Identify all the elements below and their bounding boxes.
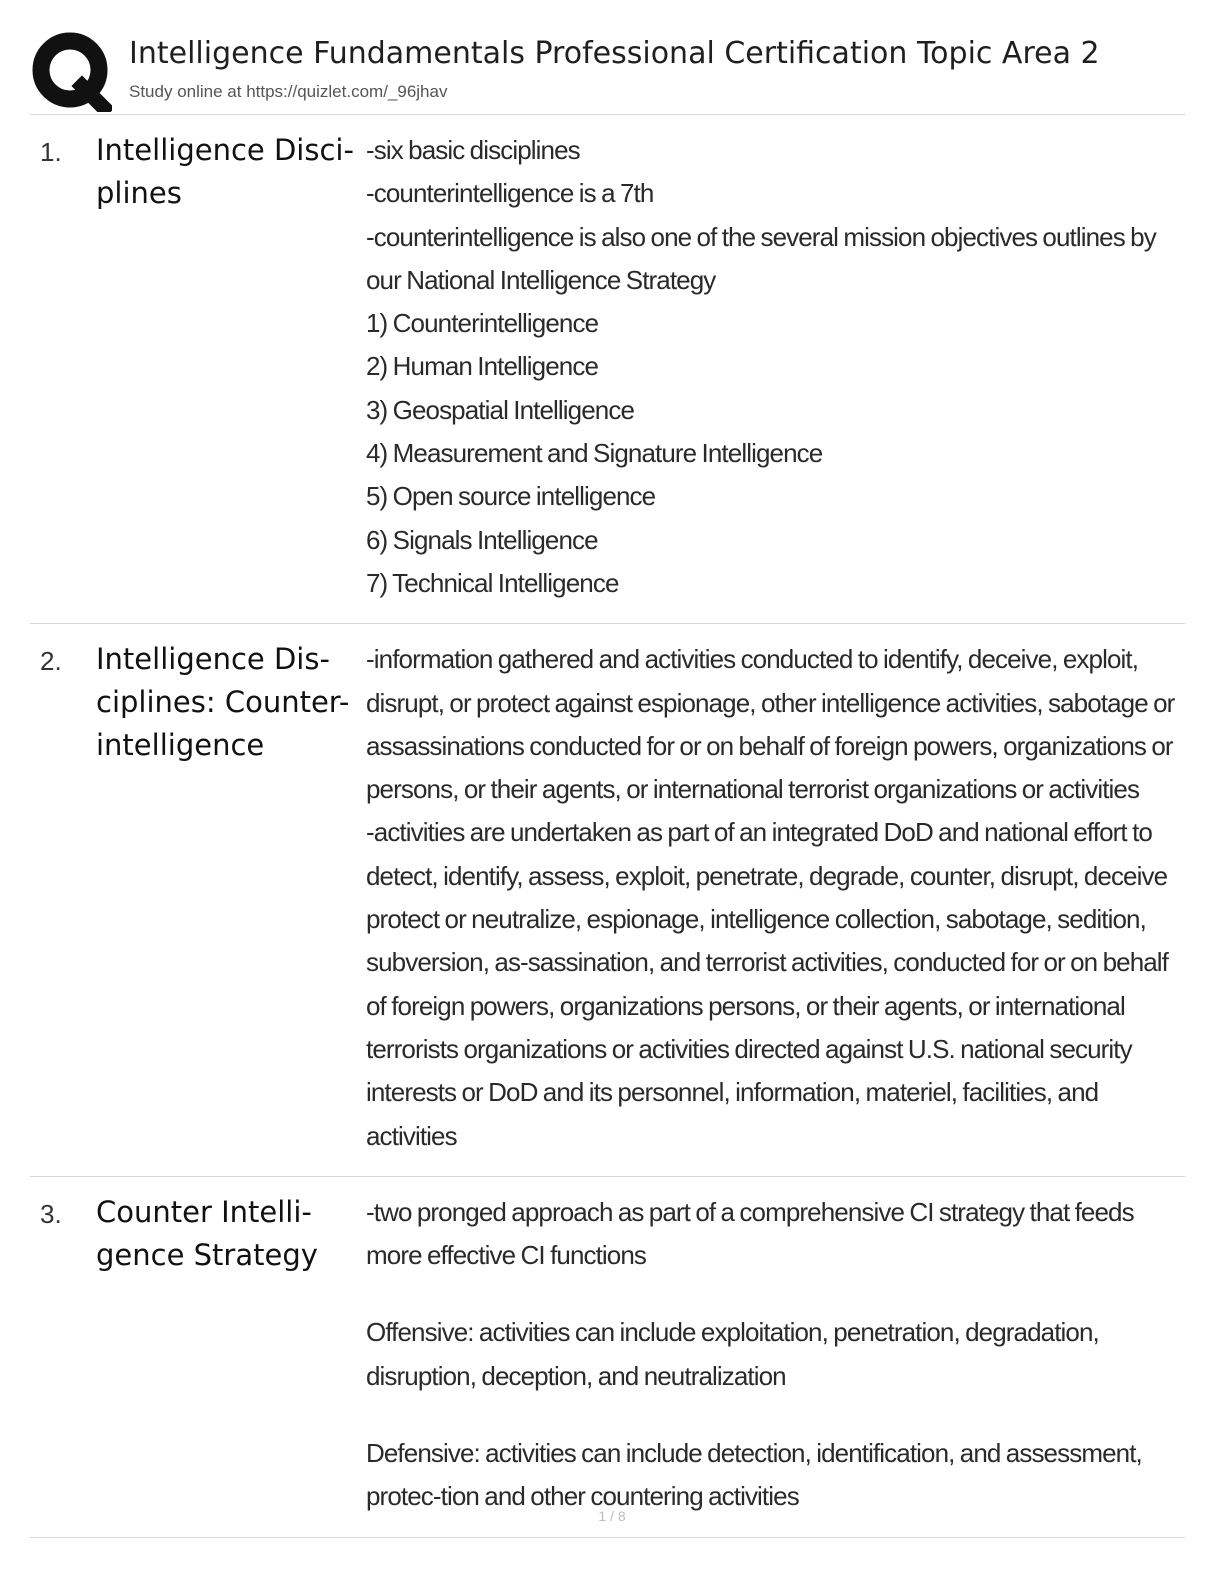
definition-line: -information gathered and activities conducted to identify, deceive, exploit, disrupt, or protect against espionage, other intelligence activities, sabotage or assassinations conducted for or on behalf of foreign powers, organizations or persons, or their agents, or international terrorist organizations or activities [366, 644, 1175, 805]
definition-paragraph: -two pronged approach as part of a comprehensive CI strategy that feeds more effective CI functions [366, 1196, 1134, 1271]
definition-line: 2) Human Intelligence [366, 351, 599, 382]
card-term: Counter Intelli-gence Strategy [96, 1194, 318, 1272]
card-term: Intelligence Dis-ciplines: Counter-intelligence [96, 642, 350, 763]
card-definition [366, 638, 1181, 1158]
definition-line: -six basic disciplines [366, 135, 580, 165]
definition-line: 6) Signals Intelligence [366, 524, 598, 555]
definition-paragraph: Offensive: activities can include exploitation, penetration, degradation, disruption, deception, and neutralization [366, 1317, 1099, 1391]
card-number: 1. [40, 137, 62, 167]
card-number: 2. [40, 646, 62, 677]
definition-line: 5) Open source intelligence [366, 481, 656, 512]
flashcard-1 [30, 115, 1185, 624]
page-title: Intelligence Fundamentals Professional Certification Topic Area 2 [129, 36, 1100, 71]
definition-line: -counterintelligence is also one of the several mission objectives outlines by our National Intelligence Strategy [366, 221, 1156, 295]
definition-line: 1) Counterintelligence [366, 308, 599, 339]
quizlet-q-logo-icon [30, 30, 112, 112]
study-online-link[interactable]: Study online at https://quizlet.com/_96jhav [129, 82, 448, 101]
definition-paragraph: Defensive: activities can include detection, identification, and assessment, protec-tion and other countering activities [366, 1438, 1142, 1512]
card-definition [366, 129, 1181, 605]
definition-line: 3) Geospatial Intelligence [366, 394, 635, 425]
definition-line: 7) Technical Intelligence [366, 567, 619, 598]
card-number: 3. [40, 1198, 62, 1229]
flashcard-list [30, 115, 1185, 1538]
definition-line: 4) Measurement and Signature Intelligence [366, 438, 823, 469]
card-definition [366, 1191, 1181, 1519]
card-term: Intelligence Disci-plines [96, 133, 354, 210]
definition-line: -counterintelligence is a 7th [366, 178, 654, 209]
flashcard-3 [30, 1177, 1185, 1538]
definition-line: -activities are undertaken as part of an integrated DoD and national effort to detect, identify, assess, exploit, penetrate, degrade, counter, disrupt, deceive protect or neutralize, espionage, intelligence collection, sabotage, sedition, subversion, as-sassination, and terrorist activities, conducted for or on behalf of foreign powers, organizations persons, or their agents, or international terrorists organizations or activities directed against U.S. national security interests or DoD and its personnel, information, materiel, facilities, and activities [366, 817, 1169, 1151]
page-number: 1 / 8 [598, 1508, 626, 1524]
flashcard-2 [30, 624, 1185, 1177]
page-header [30, 28, 1185, 115]
